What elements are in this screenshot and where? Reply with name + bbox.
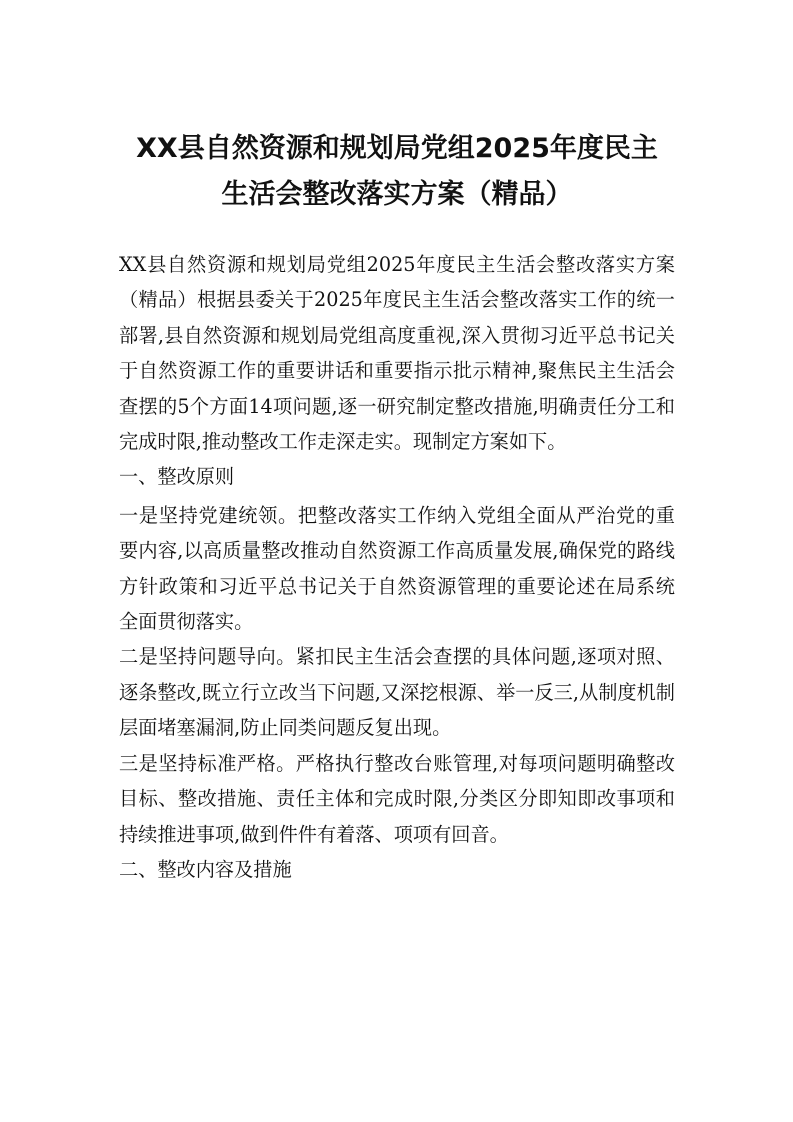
title-line-1: XX县自然资源和规划局党组2025年度民主	[136, 133, 658, 164]
principle-paragraph-1: 一是坚持党建统领。把整改落实工作纳入党组全面从严治党的重要内容,以高质量整改推动自然资源工作高质量发展,确保党的路线方针政策和习近平总书记关于自然资源管理的重要论述在局系统全面贯彻落实。	[119, 503, 675, 634]
title-line-2: 生活会整改落实方案（精品）	[221, 179, 573, 210]
document-body	[119, 247, 675, 890]
principle-paragraph-2: 二是坚持问题导向。紧扣民主生活会查摆的具体问题,逐项对照、逐条整改,既立行立改当下问题,又深挖根源、举一反三,从制度机制层面堵塞漏洞,防止同类问题反复出现。	[119, 645, 675, 740]
principle-paragraph-3: 三是坚持标准严格。严格执行整改台账管理,对每项问题明确整改目标、整改措施、责任主体和完成时限,分类区分即知即改事项和持续推进事项,做到件件有着落、项项有回音。	[119, 751, 675, 846]
section-heading-measures: 二、整改内容及措施	[119, 857, 292, 881]
document-title	[112, 126, 682, 218]
intro-paragraph: XX县自然资源和规划局党组2025年度民主生活会整改落实方案（精品）根据县委关于2025年度民主生活会整改落实工作的统一部署,县自然资源和规划局党组高度重视,深入贯彻习近平总书记关于自然资源工作的重要讲话和重要指示批示精神,聚焦民主生活会查摆的5个方面14项问题,逐一研究制定整改措施,明确责任分工和完成时限,推动整改工作走深走实。现制定方案如下。	[119, 253, 675, 454]
section-heading-principles: 一、整改原则	[119, 465, 235, 489]
